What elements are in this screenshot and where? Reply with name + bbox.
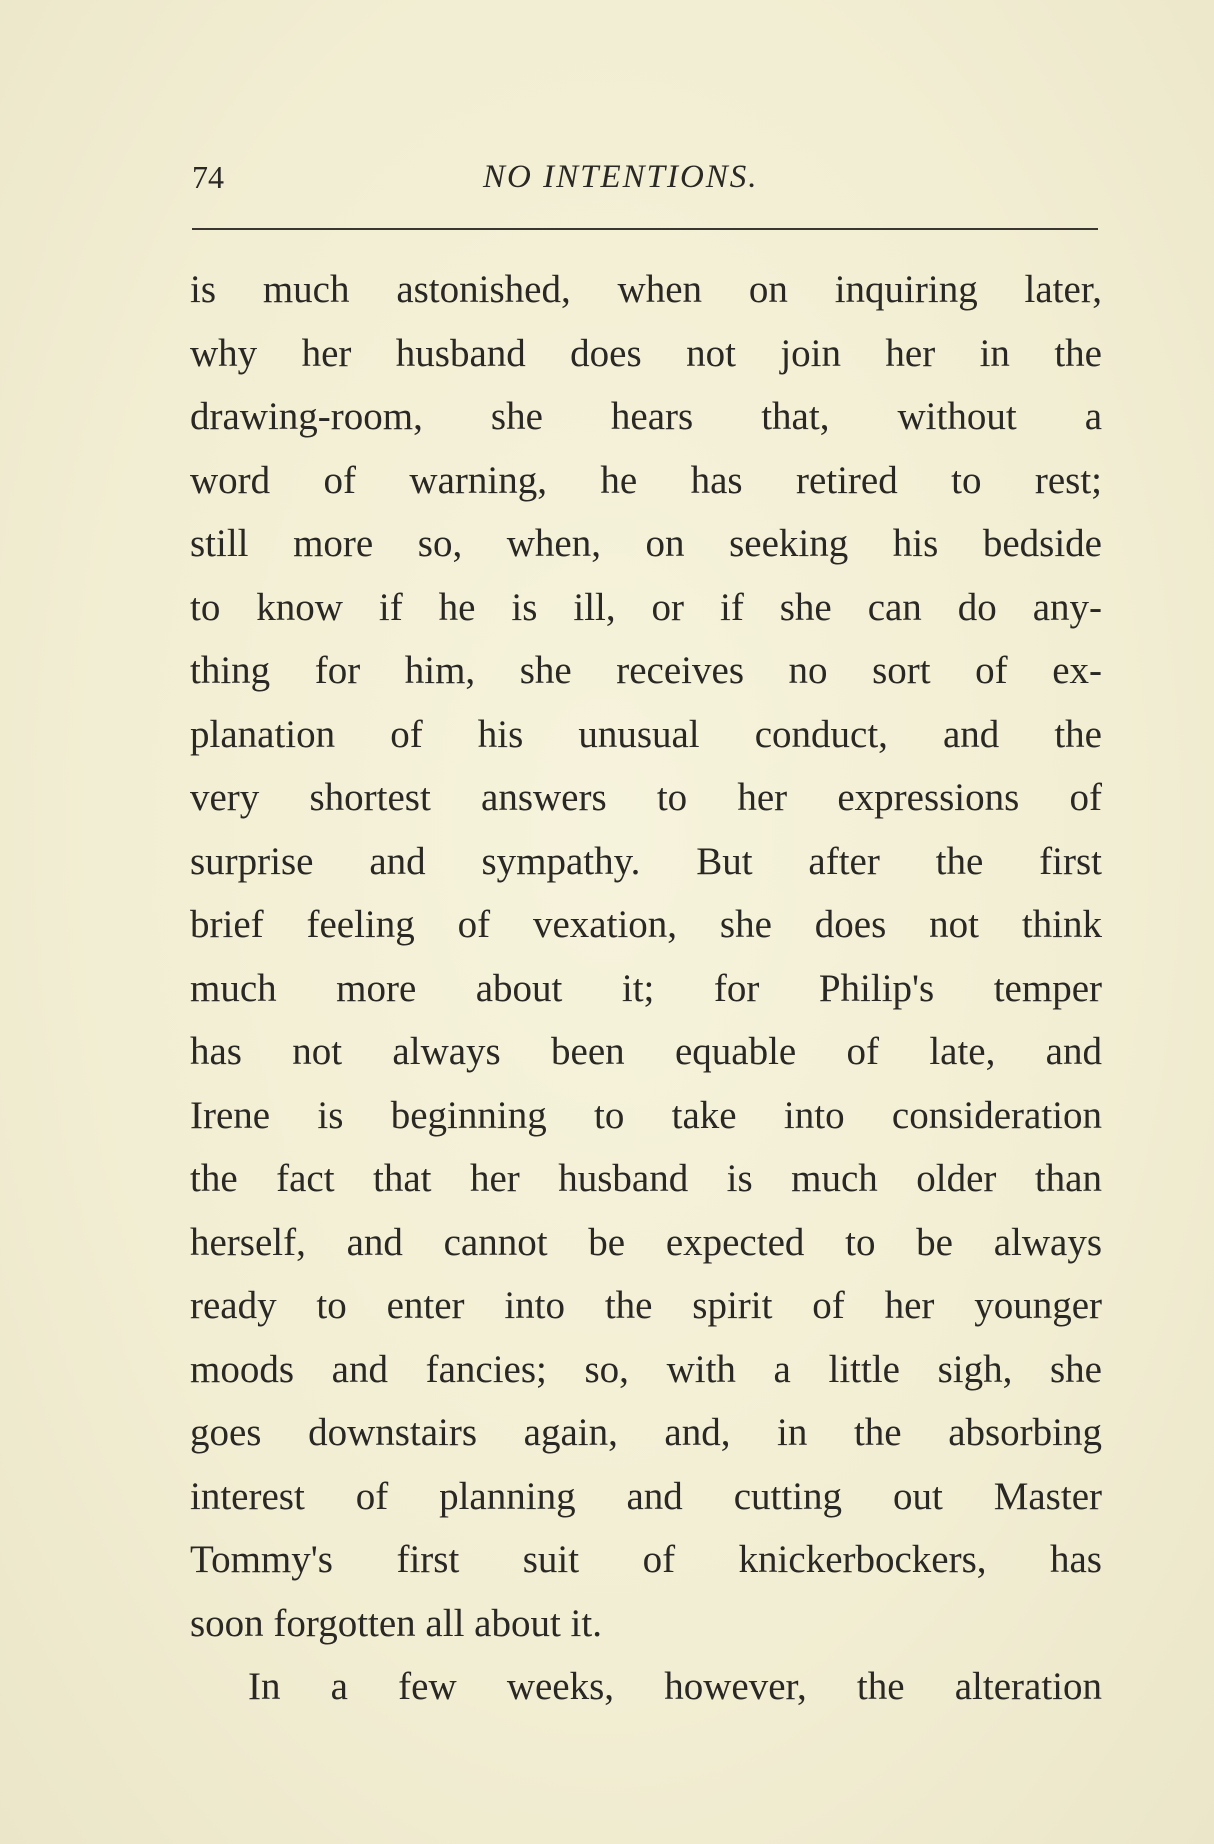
text-line: herself, and cannot be expected to be always (190, 1220, 1102, 1264)
page-number: 74 (192, 159, 224, 195)
text-line: why her husband does not join her in the (190, 331, 1102, 375)
text-line: moods and fancies; so, with a little sigh, she (190, 1347, 1102, 1391)
text-line: word of warning, he has retired to rest; (190, 458, 1102, 502)
text-line: ready to enter into the spirit of her younger (190, 1284, 1102, 1327)
text-line: drawing-room, she hears that, without a (190, 395, 1102, 438)
text-line: much more about it; for Philip's temper (190, 966, 1102, 1010)
text-line: goes downstairs again, and, in the absorbing (190, 1411, 1102, 1454)
text-line: brief feeling of vexation, she does not think (190, 903, 1102, 946)
text-line: still more so, when, on seeking his bedside (190, 522, 1102, 565)
text-line: to know if he is ill, or if she can do any- (190, 585, 1102, 629)
header-rule (192, 228, 1098, 230)
body-text (190, 258, 1102, 1719)
running-title: NO INTENTIONS. (483, 159, 759, 195)
text-line: In a few weeks, however, the alteration (248, 1665, 1102, 1708)
text-line: Irene is beginning to take into consideration (190, 1093, 1102, 1137)
text-line: surprise and sympathy. But after the first (190, 839, 1102, 883)
text-line: is much astonished, when on inquiring later, (190, 268, 1102, 311)
text-line: the fact that her husband is much older than (190, 1157, 1102, 1200)
text-line: planation of his unusual conduct, and the (190, 712, 1102, 756)
text-line: Tommy's first suit of knickerbockers, has (190, 1538, 1102, 1581)
text-line: very shortest answers to her expressions of (190, 776, 1102, 819)
text-line: thing for him, she receives no sort of ex- (190, 649, 1102, 692)
text-line: has not always been equable of late, and (190, 1030, 1102, 1073)
text-line: soon forgotten all about it. (190, 1601, 602, 1645)
text-line: interest of planning and cutting out Master (190, 1474, 1102, 1518)
page-header (190, 152, 1102, 202)
